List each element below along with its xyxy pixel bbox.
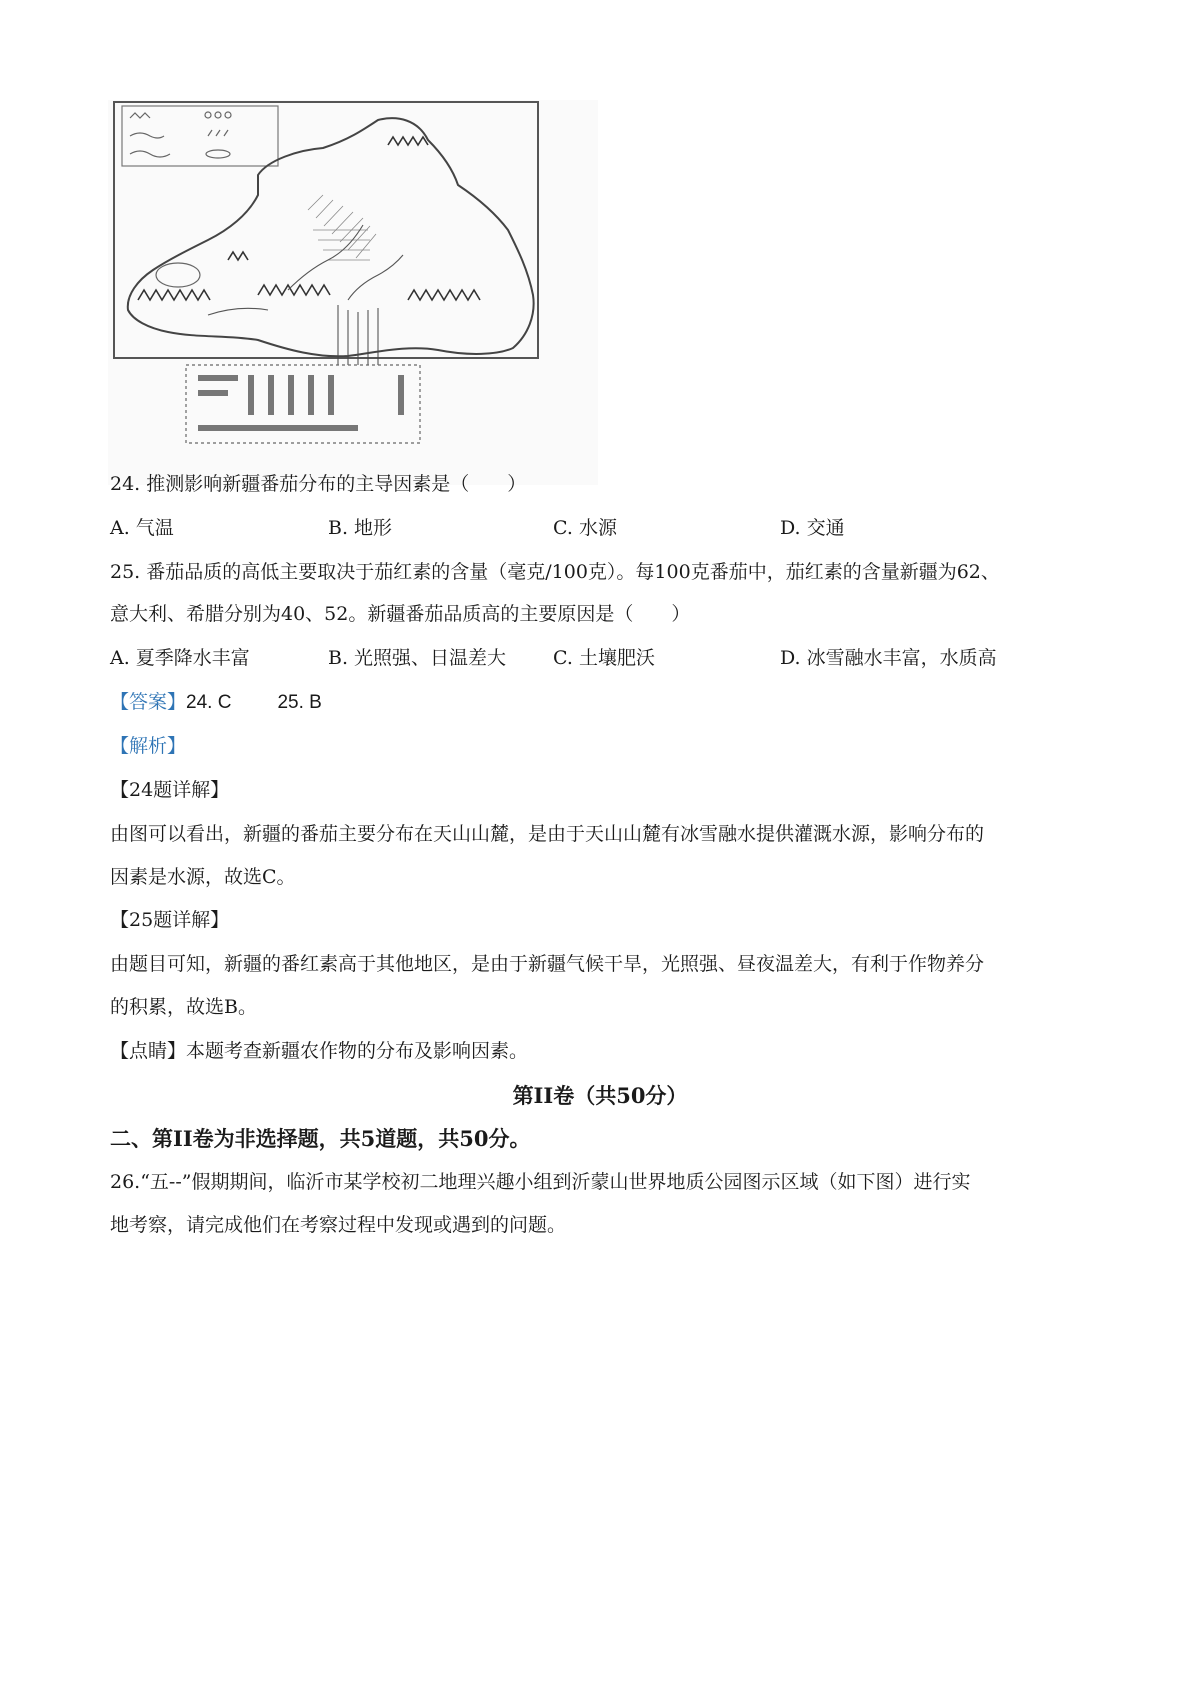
q24-option-d: D. 交通 [780, 517, 845, 539]
answer-tag: 【答案】 [110, 691, 187, 713]
d24-line1: 由图可以看出，新疆的番茄主要分布在天山山麓，是由于天山山麓有冰雪融水提供灌溉水源，影响分布的 [110, 823, 985, 845]
comment-tag: 【点睛】 [110, 1040, 187, 1062]
q26-line2: 地考察，请完成他们在考察过程中发现或遇到的问题。 [110, 1214, 567, 1236]
analysis-tag: 【解析】 [110, 735, 187, 757]
d25-line1: 由题目可知，新疆的番红素高于其他地区，是由于新疆气候干旱，光照强、昼夜温差大，有利于作物养分 [110, 953, 985, 975]
q25-option-d: D. 冰雪融水丰富，水质高 [780, 647, 997, 669]
d24-heading: 【24题详解】 [110, 779, 230, 801]
answer-25: 25. B [277, 692, 322, 713]
d25-heading: 【25题详解】 [110, 909, 230, 931]
section2-heading: 二、第II卷为非选择题，共5道题，共50分。 [110, 1126, 531, 1151]
q25-option-c: C. 土壤肥沃 [553, 647, 655, 669]
comment-text: 本题考查新疆农作物的分布及影响因素。 [186, 1040, 529, 1062]
q24-option-a: A. 气温 [110, 517, 174, 539]
q25-stem-line2: 意大利、希腊分别为40、52。新疆番茄品质高的主要原因是（ ） [110, 603, 691, 625]
q24-option-b: B. 地形 [328, 517, 393, 539]
comment-line [110, 1037, 528, 1065]
part2-title: 第II卷（共50分） [512, 1083, 688, 1108]
q26-line1: 26.“五--”假期期间，临沂市某学校初二地理兴趣小组到沂蒙山世界地质公园图示区域（如下图）进行实 [110, 1171, 971, 1193]
q24-stem: 24. 推测影响新疆番茄分布的主导因素是（ ） [110, 473, 527, 495]
d24-line2: 因素是水源，故选C。 [110, 866, 296, 888]
q25-option-b: B. 光照强、日温差大 [328, 647, 507, 669]
xinjiang-tomato-map [108, 100, 598, 485]
q24-option-c: C. 水源 [553, 517, 617, 539]
answer-24: 24. C [186, 692, 232, 713]
d25-line2: 的积累，故选B。 [110, 996, 257, 1018]
answer-line [110, 688, 322, 717]
q25-option-a: A. 夏季降水丰富 [110, 647, 250, 669]
q25-stem-line1: 25. 番茄品质的高低主要取决于茄红素的含量（毫克/100克）。每100克番茄中，茄红素的含量新疆为62、 [110, 561, 1000, 583]
